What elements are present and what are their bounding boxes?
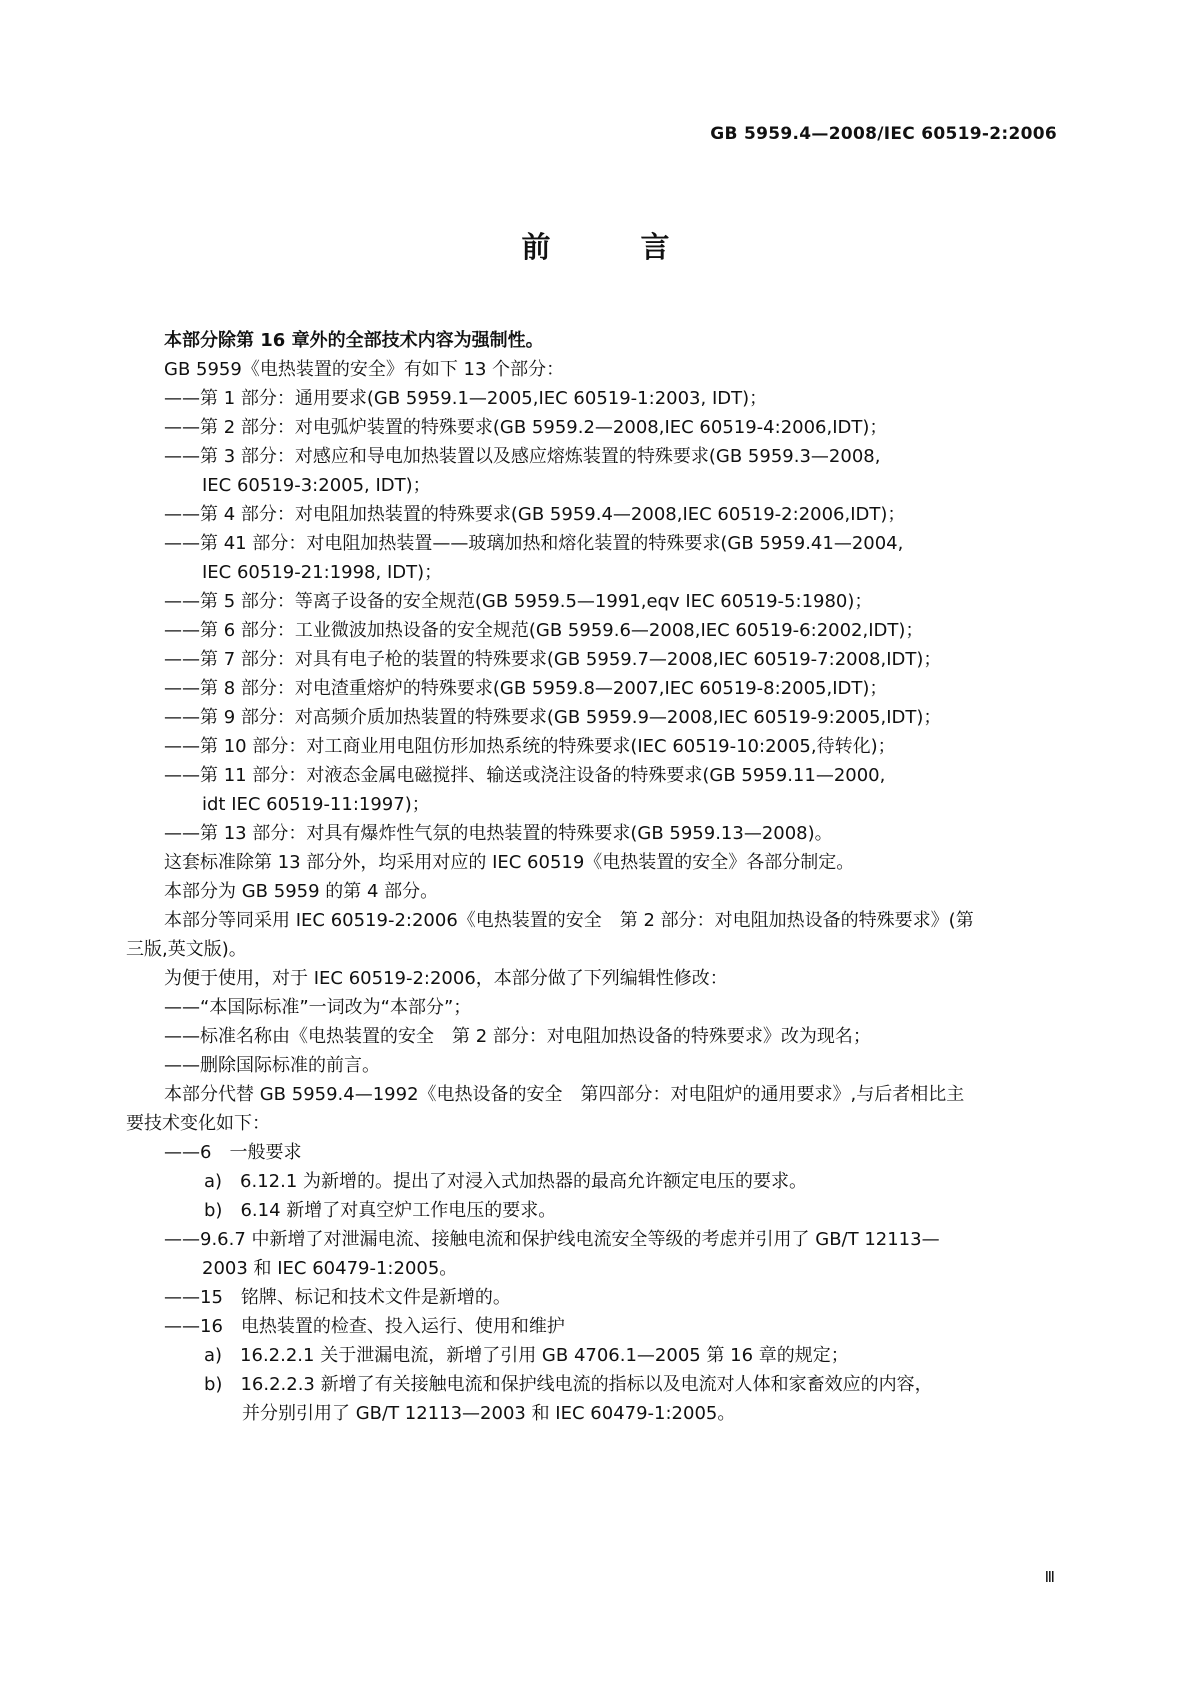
list-item: ——第 4 部分：对电阻加热装置的特殊要求(GB 5959.4—2008,IEC 60519-2:2006,IDT)； (164, 504, 906, 525)
paragraph-line: 本部分代替 GB 5959.4—1992《电热设备的安全 第四部分：对电阻炉的通用要求》,与后者相比主 (164, 1084, 965, 1105)
list-item: ——第 5 部分：等离子设备的安全规范(GB 5959.5—1991,eqv IEC 60519-5:1980)； (164, 591, 873, 612)
list-item-continuation: 2003 和 IEC 60479-1:2005。 (202, 1258, 458, 1279)
list-item: ——第 9 部分：对高频介质加热装置的特殊要求(GB 5959.9—2008,IEC 60519-9:2005,IDT)； (164, 707, 942, 728)
sub-list-item: b) 16.2.2.3 新增了有关接触电流和保护线电流的指标以及电流对人体和家畜效应的内容， (204, 1374, 933, 1395)
sub-list-item-continuation: 并分别引用了 GB/T 12113—2003 和 IEC 60479-1:2005。 (242, 1403, 736, 1424)
paragraph-line: 本部分等同采用 IEC 60519-2:2006《电热装置的安全 第 2 部分：对电阻加热设备的特殊要求》(第 (164, 910, 974, 931)
list-item: ——15 铭牌、标记和技术文件是新增的。 (164, 1287, 511, 1308)
page-number: Ⅲ (1044, 1568, 1055, 1586)
list-item: ——第 7 部分：对具有电子枪的装置的特殊要求(GB 5959.7—2008,IEC 60519-7:2008,IDT)； (164, 649, 942, 670)
sub-list-item: a) 6.12.1 为新增的。提出了对浸入式加热器的最高允许额定电压的要求。 (204, 1171, 808, 1192)
list-item: ——标准名称由《电热装置的安全 第 2 部分：对电阻加热设备的特殊要求》改为现名； (164, 1026, 871, 1047)
list-item: ——6 一般要求 (164, 1142, 302, 1163)
document-id: GB 5959.4—2008/IEC 60519-2:2006 (710, 124, 1057, 144)
list-item: ——第 13 部分：对具有爆炸性气氛的电热装置的特殊要求(GB 5959.13—2008)。 (164, 823, 833, 844)
sub-list-item: a) 16.2.2.1 关于泄漏电流，新增了引用 GB 4706.1—2005 第 16 章的规定； (204, 1345, 849, 1366)
paragraph-line: 本部分为 GB 5959 的第 4 部分。 (164, 881, 439, 902)
list-item: ——第 2 部分：对电弧炉装置的特殊要求(GB 5959.2—2008,IEC 60519-4:2006,IDT)； (164, 417, 888, 438)
list-item-continuation: IEC 60519-21:1998, IDT)； (202, 562, 443, 583)
paragraph-line: 为便于使用，对于 IEC 60519-2:2006，本部分做了下列编辑性修改： (164, 968, 728, 989)
list-item-continuation: idt IEC 60519-11:1997)； (202, 794, 430, 815)
list-item: ——删除国际标准的前言。 (164, 1055, 380, 1076)
list-item: ——第 8 部分：对电渣重熔炉的特殊要求(GB 5959.8—2007,IEC 60519-8:2005,IDT)； (164, 678, 888, 699)
paragraph-line: 要技术变化如下： (126, 1113, 270, 1134)
paragraph-line: 这套标准除第 13 部分外，均采用对应的 IEC 60519《电热装置的安全》各部分制定。 (164, 852, 855, 873)
paragraph-line: 三版,英文版)。 (126, 939, 247, 960)
sub-list-item: b) 6.14 新增了对真空炉工作电压的要求。 (204, 1200, 557, 1221)
list-item: ——“本国际标准”一词改为“本部分”； (164, 997, 472, 1018)
list-item: ——第 11 部分：对液态金属电磁搅拌、输送或浇注设备的特殊要求(GB 5959.11—2000, (164, 765, 886, 786)
paragraph-line: GB 5959《电热装置的安全》有如下 13 个部分： (164, 359, 565, 380)
list-item-continuation: IEC 60519-3:2005, IDT)； (202, 475, 431, 496)
paragraph-line: 本部分除第 16 章外的全部技术内容为强制性。 (164, 330, 544, 351)
list-item: ——16 电热装置的检查、投入运行、使用和维护 (164, 1316, 565, 1337)
list-item: ——第 6 部分：工业微波加热设备的安全规范(GB 5959.6—2008,IEC 60519-6:2002,IDT)； (164, 620, 924, 641)
list-item: ——第 10 部分：对工商业用电阻仿形加热系统的特殊要求(IEC 60519-10:2005,待转化)； (164, 736, 896, 757)
list-item: ——第 1 部分：通用要求(GB 5959.1—2005,IEC 60519-1:2003, IDT)； (164, 388, 768, 409)
list-item: ——9.6.7 中新增了对泄漏电流、接触电流和保护线电流安全等级的考虑并引用了 GB/T 12113— (164, 1229, 940, 1250)
page-title: 前 言 (521, 230, 710, 264)
list-item: ——第 3 部分：对感应和导电加热装置以及感应熔炼装置的特殊要求(GB 5959.3—2008, (164, 446, 881, 467)
list-item: ——第 41 部分：对电阻加热装置——玻璃加热和熔化装置的特殊要求(GB 5959.41—2004, (164, 533, 904, 554)
